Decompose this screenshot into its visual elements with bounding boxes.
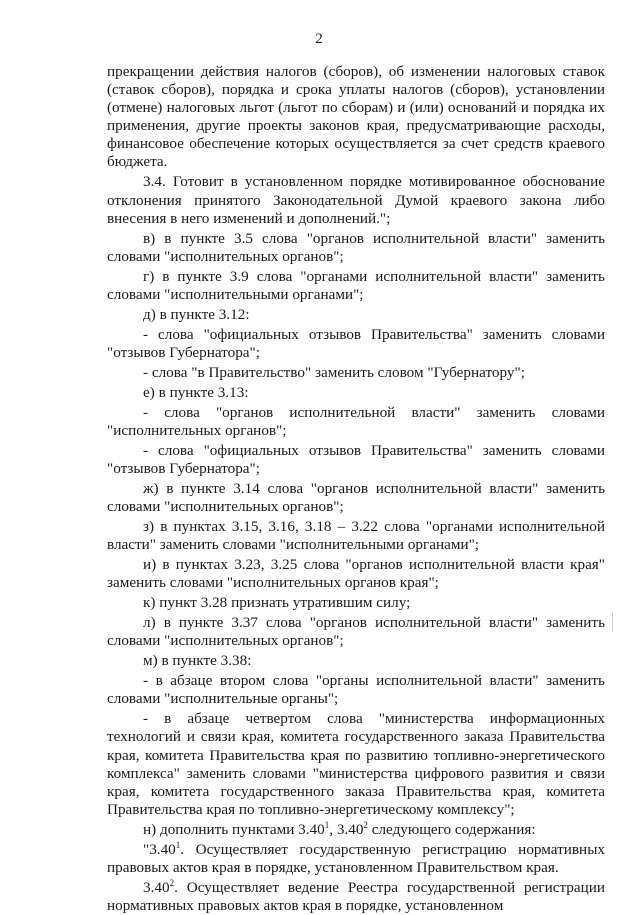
paragraph: - в абзаце втором слова "органы исполнительной власти" заменить словами "исполнительные органы"; <box>107 672 605 708</box>
text-run: . Осуществляет государственную регистрацию нормативных правовых актов края в порядке, установленном Правительством края. <box>107 840 605 876</box>
paragraph: е) в пункте 3.13: <box>143 383 249 401</box>
paragraph: и) в пунктах 3.23, 3.25 слова "органов исполнительной власти края" заменить словами "исполнительных органов края"; <box>107 556 605 592</box>
paragraph <box>107 841 605 877</box>
text-run: 3.40 <box>143 878 170 896</box>
superscript: 2 <box>363 819 368 830</box>
document-body <box>107 63 605 915</box>
paragraph: 3.4. Готовит в установленном порядке мотивированное обоснование отклонения принятого Законодательной Думой краевого закона либо внесения в него изменений и дополнений."; <box>107 173 605 227</box>
paragraph: прекращении действия налогов (сборов), об изменении налоговых ставок (ставок сборов), порядка и срока уплаты налогов (сборов), установлении (отмене) налоговых льгот (льгот по сборам) и (или) оснований и порядка их применения, другие проекты законов края, предусматривающие расходы, финансовое обеспечение которых осуществляется за счет средств краевого бюджета. <box>107 63 605 171</box>
paragraph: м) в пункте 3.38: <box>143 652 252 670</box>
superscript: 1 <box>175 839 181 850</box>
page-number: 2 <box>315 31 323 47</box>
paragraph: в) в пункте 3.5 слова "органов исполнительной власти" заменить словами "исполнительных органов"; <box>107 229 605 265</box>
paragraph <box>107 879 605 915</box>
text-run: , 3.40 <box>329 820 364 838</box>
paragraph: - слова "официальных отзывов Правительства" заменить словами "отзывов Губернатора"; <box>107 441 605 477</box>
paragraph: д) в пункте 3.12: <box>143 305 250 323</box>
text-run: "3.40 <box>143 840 176 858</box>
paragraph: г) в пункте 3.9 слова "органами исполнительной власти" заменить словами "исполнительными органами"; <box>107 267 605 303</box>
paragraph: л) в пункте 3.37 слова "органов исполнительной власти" заменить словами "исполнительных органов"; <box>107 614 605 650</box>
margin-mark <box>612 612 623 632</box>
paragraph: к) пункт 3.28 признать утратившим силу; <box>143 594 411 612</box>
text-run: . Осуществляет ведение Реестра государственной регистрации нормативных правовых актов края в порядке, установленном <box>107 878 605 914</box>
paragraph: з) в пунктах 3.15, 3.16, 3.18 – 3.22 слова "органами исполнительной власти" заменить словами "исполнительными органами"; <box>107 518 605 554</box>
paragraph: - слова "органов исполнительной власти" заменить словами "исполнительных органов"; <box>107 403 605 439</box>
text-run: н) дополнить пунктами 3.40 <box>143 820 325 838</box>
paragraph: - слова "официальных отзывов Правительства" заменить словами "отзывов Губернатора"; <box>107 325 605 361</box>
paragraph <box>107 821 605 839</box>
text-run: следующего содержания: <box>367 820 536 838</box>
paragraph: ж) в пункте 3.14 слова "органов исполнительной власти" заменить словами "исполнительных органов"; <box>107 479 605 516</box>
superscript: 1 <box>324 819 330 830</box>
superscript: 2 <box>169 877 175 888</box>
paragraph: - слова "в Правительство" заменить словом "Губернатору"; <box>143 363 525 381</box>
paragraph: - в абзаце четвертом слова "министерства информационных технологий и связи края, комитета государственного заказа Правительства края, комитета Правительства края по развитию топливно-энергетического комплекса" заменить словами "министерства цифрового развития и связи края, комитета государственного заказа Правительства края, комитета Правительства края по топливно-энергетическому комплексу"; <box>107 710 605 818</box>
